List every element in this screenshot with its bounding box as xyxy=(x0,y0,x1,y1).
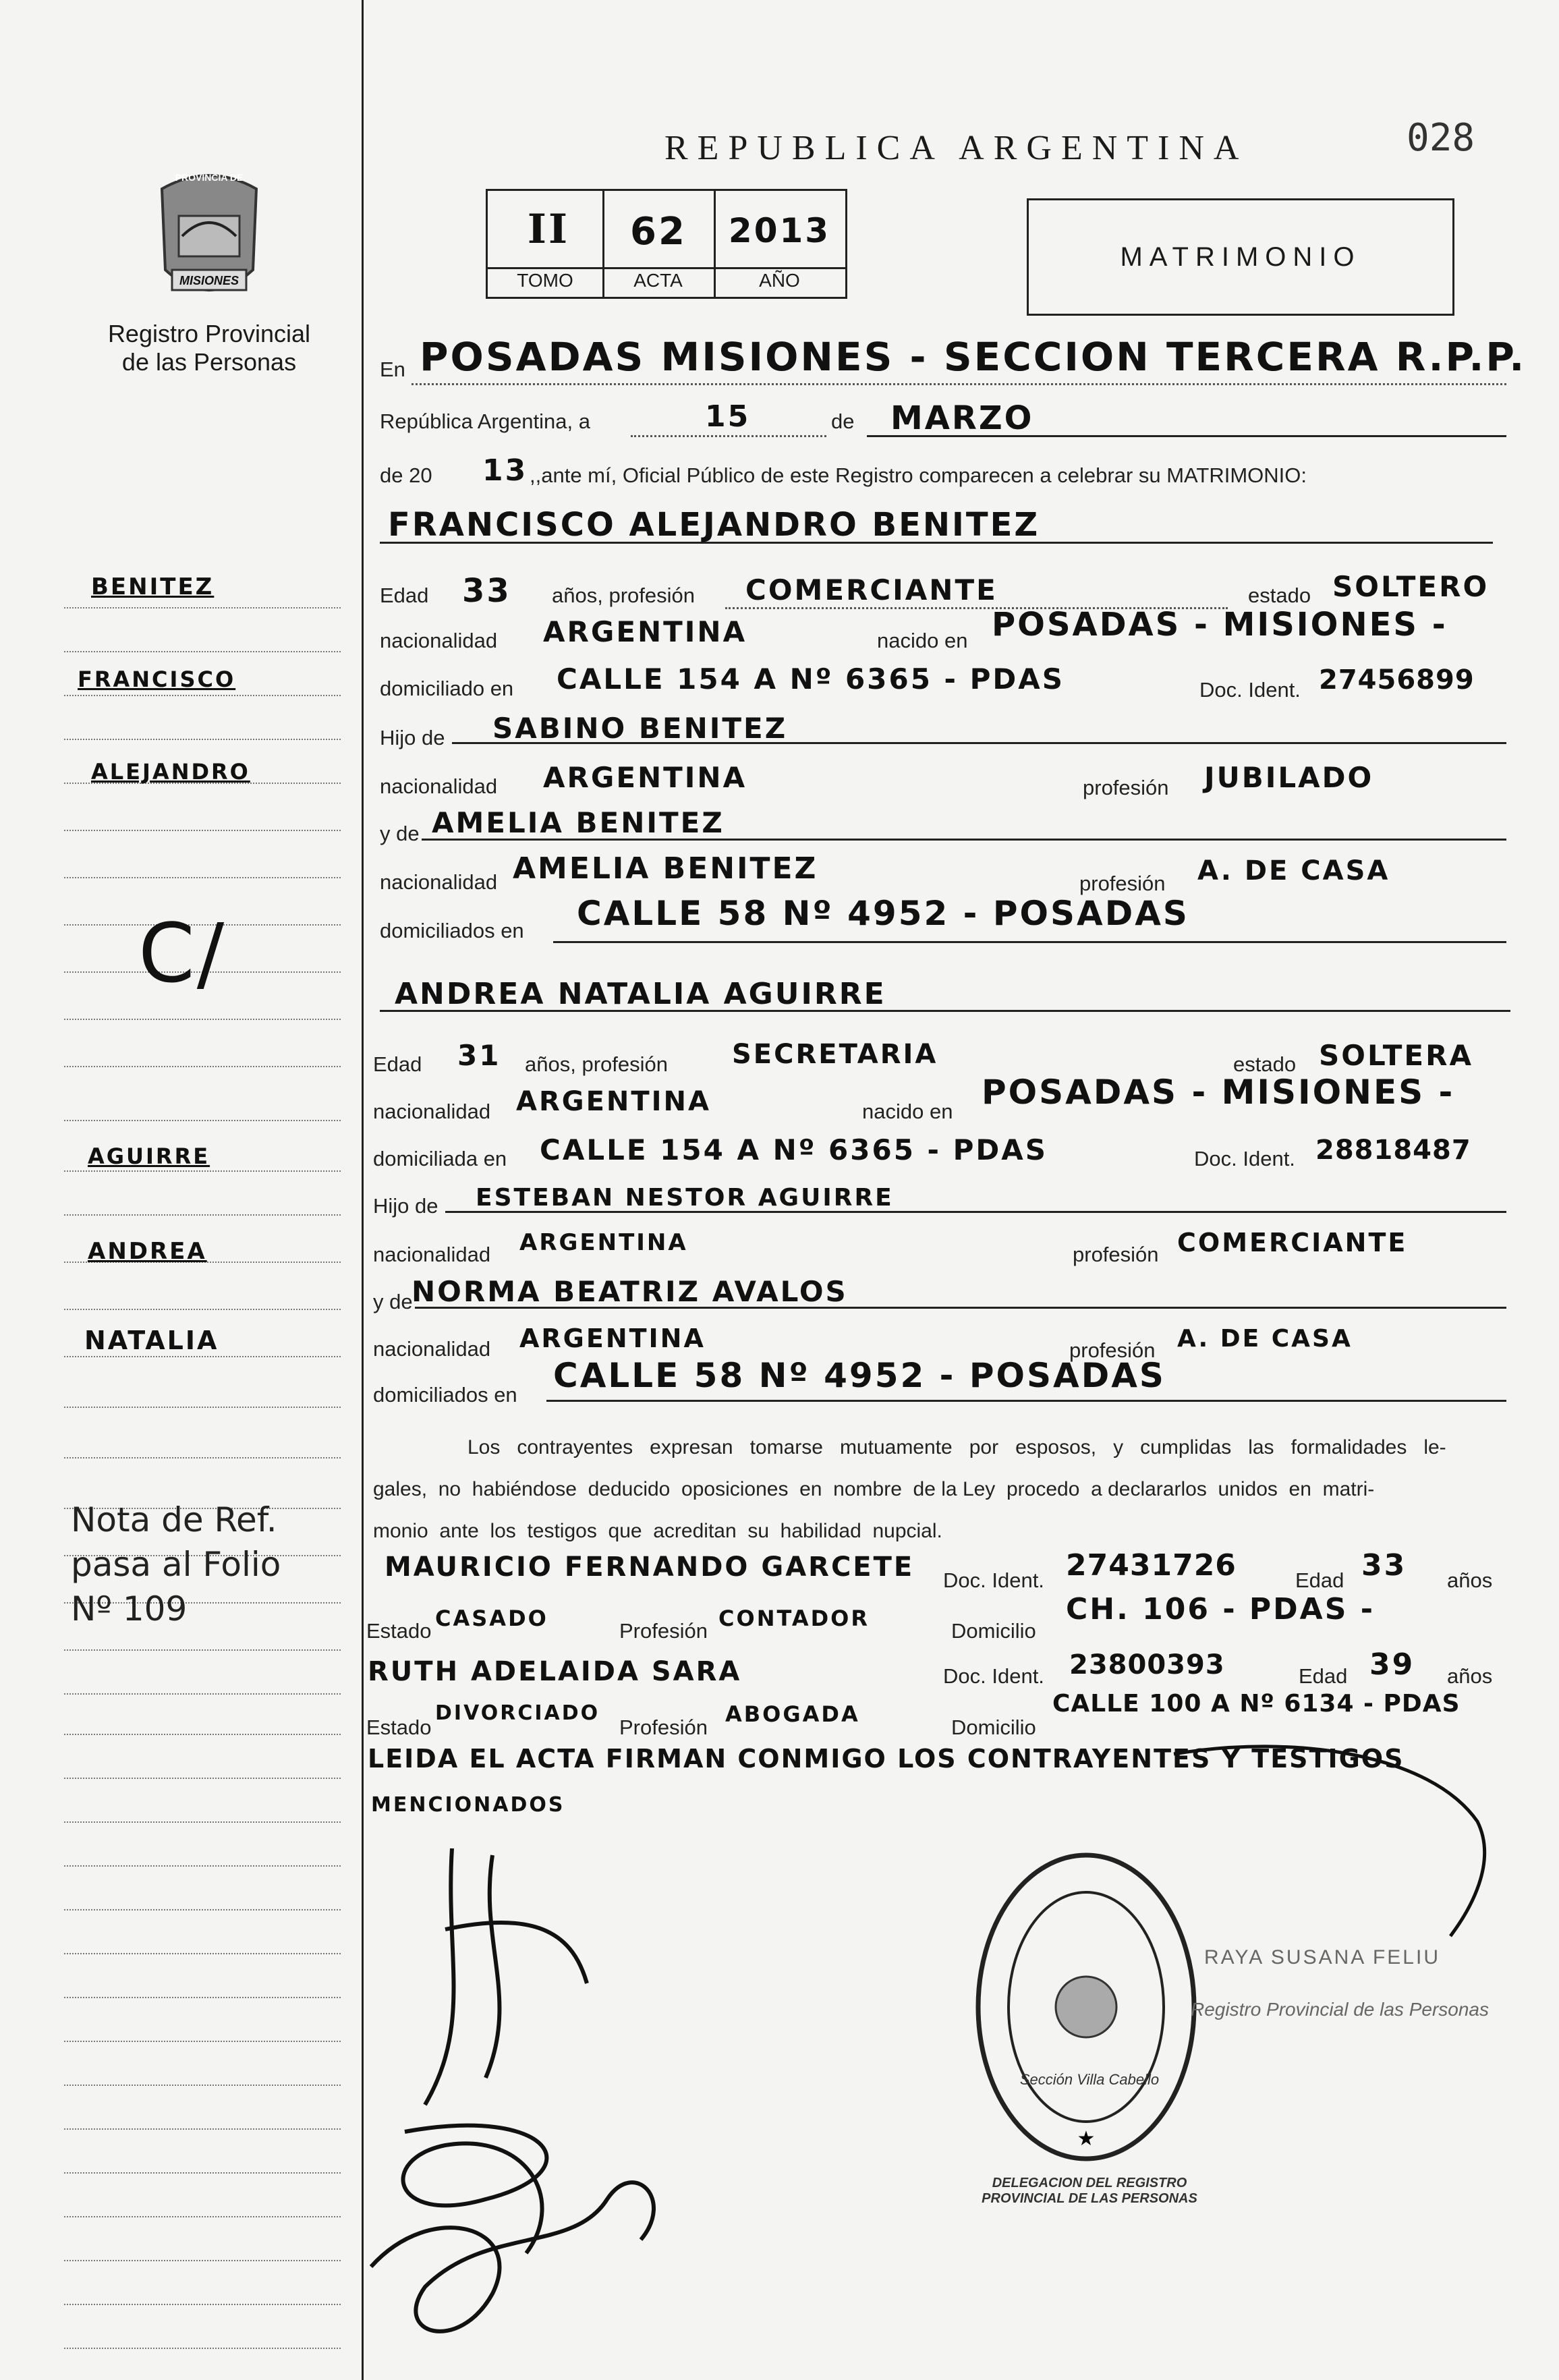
witness1-name: MAURICIO FERNANDO GARCETE xyxy=(385,1552,915,1583)
margin-middle-groom: ALEJANDRO xyxy=(91,759,250,785)
stamp-ring-text: DELEGACION DEL REGISTRO PROVINCIAL DE LAS PERSONAS xyxy=(982,2176,1197,2206)
bride-parents-address: CALLE 58 Nº 4952 - POSADAS xyxy=(553,1356,1166,1395)
bride-mother-name: NORMA BEATRIZ AVALOS xyxy=(412,1275,848,1308)
margin-surname-groom: BENITEZ xyxy=(91,573,215,600)
margin-name-bride: ANDREA xyxy=(88,1238,207,1265)
acta-label: ACTA xyxy=(633,270,683,291)
witness1-doc: 27431726 xyxy=(1066,1548,1237,1583)
year-suffix-value: 13 xyxy=(482,453,528,488)
anio-value: 2013 xyxy=(728,211,831,250)
witness1-label-doc: Doc. Ident. xyxy=(943,1568,1044,1592)
witness2-age: 39 xyxy=(1369,1647,1415,1682)
groom-label-nacionalidad-padre: nacionalidad xyxy=(380,774,498,798)
margin-surname-bride: AGUIRRE xyxy=(88,1143,210,1169)
closing-line1: LEIDA EL ACTA FIRMAN CONMIGO LOS CONTRAYENTES Y TESTIGOS xyxy=(368,1744,1405,1774)
place-value: POSADAS MISIONES - SECCION TERCERA R.P.P. xyxy=(420,334,1527,380)
bride-doc-id: 28818487 xyxy=(1315,1135,1471,1166)
witness1-label-estado: Estado xyxy=(366,1619,432,1643)
witness2-label-doc: Doc. Ident. xyxy=(943,1664,1044,1688)
folio-number: 028 xyxy=(1407,116,1475,160)
label-de: de xyxy=(831,409,855,433)
closing-line2: MENCIONADOS xyxy=(371,1793,565,1817)
margin-con: C/ xyxy=(138,907,227,1001)
bride-label-doc: Doc. Ident. xyxy=(1194,1147,1295,1170)
tomo-label: TOMO xyxy=(517,270,573,291)
bride-father-profession: COMERCIANTE xyxy=(1177,1228,1408,1257)
bride-nationality: ARGENTINA xyxy=(516,1086,711,1117)
bride-mother-nationality: ARGENTINA xyxy=(519,1324,706,1353)
witness2-label-anos: años xyxy=(1447,1664,1493,1688)
groom-label-profesion: años, profesión xyxy=(552,584,695,607)
witness1-address: CH. 106 - PDAS - xyxy=(1066,1592,1375,1626)
groom-label-nacionalidad-madre: nacionalidad xyxy=(380,870,498,894)
svg-text:★: ★ xyxy=(1077,2127,1096,2151)
witness2-status: DIVORCIADO xyxy=(435,1701,600,1725)
bride-profession: SECRETARIA xyxy=(732,1039,938,1070)
groom-mother-name: AMELIA BENITEZ xyxy=(432,806,725,839)
stamp-inner-text: Sección Villa Cabello xyxy=(1019,2071,1160,2088)
registry-name-line2: de las Personas xyxy=(121,348,297,376)
month-value: MARZO xyxy=(890,399,1034,437)
note-line1: Nota de Ref. xyxy=(71,1500,277,1539)
groom-mother-profession: A. DE CASA xyxy=(1197,855,1390,886)
groom-label-nacido: nacido en xyxy=(877,629,968,652)
signatures xyxy=(351,1821,823,2375)
bride-label-estado: estado xyxy=(1233,1052,1297,1076)
witness1-age: 33 xyxy=(1361,1548,1407,1583)
groom-age: 33 xyxy=(462,572,511,610)
bride-father-nationality: ARGENTINA xyxy=(519,1229,688,1256)
groom-label-doc: Doc. Ident. xyxy=(1199,678,1301,702)
groom-full-name: FRANCISCO ALEJANDRO BENITEZ xyxy=(388,506,1040,544)
official-title: Registro Provincial de las Personas xyxy=(1191,1999,1489,2020)
margin-reference-note xyxy=(71,1498,281,1631)
day-value: 15 xyxy=(705,399,751,434)
bride-label-hijo: Hijo de xyxy=(373,1194,438,1218)
label-en: En xyxy=(380,358,405,381)
bride-label-nacionalidad: nacionalidad xyxy=(373,1100,491,1123)
bride-label-nacido: nacido en xyxy=(862,1100,953,1123)
groom-label-domiciliados: domiciliados en xyxy=(380,919,524,942)
groom-label-nacionalidad: nacionalidad xyxy=(380,629,498,652)
witness1-status: CASADO xyxy=(435,1606,548,1631)
bride-label-profesion-padre: profesión xyxy=(1073,1243,1159,1266)
registry-name-line1: Registro Provincial xyxy=(107,320,311,347)
witness1-label-anos: años xyxy=(1447,1568,1493,1592)
bride-marital-status: SOLTERA xyxy=(1319,1039,1473,1072)
seal-top-text: PROVINCIA DE xyxy=(175,172,244,183)
bride-label-edad: Edad xyxy=(373,1052,422,1076)
witness2-name: RUTH ADELAIDA SARA xyxy=(368,1656,742,1687)
declaration-line3: monio ante los testigos que acreditan su habilidad nupcial. xyxy=(373,1520,942,1542)
acta-value: 62 xyxy=(630,210,687,254)
witness2-address: CALLE 100 A Nº 6134 - PDAS xyxy=(1052,1690,1461,1718)
witness2-profession: ABOGADA xyxy=(725,1701,860,1727)
label-comparecen: ,,ante mí, Oficial Público de este Registro comparecen a celebrar su MATRIMONIO: xyxy=(530,463,1307,487)
groom-father-nationality: ARGENTINA xyxy=(543,761,747,794)
bride-label-domiciliados: domiciliados en xyxy=(373,1383,517,1407)
bride-mother-profession: A. DE CASA xyxy=(1177,1325,1353,1353)
groom-father-name: SABINO BENITEZ xyxy=(492,712,788,745)
declaration-line2: gales, no habiéndose deducido oposiciones en nombre de la Ley procedo a declararlos unidos en matri- xyxy=(373,1478,1375,1500)
witness1-label-profesion: Profesión xyxy=(619,1619,708,1643)
groom-parents-address: CALLE 58 Nº 4952 - POSADAS xyxy=(577,894,1189,933)
witness2-label-profesion: Profesión xyxy=(619,1716,708,1739)
witness1-profession: CONTADOR xyxy=(718,1606,870,1631)
witness2-doc: 23800393 xyxy=(1069,1649,1225,1680)
witness1-label-domicilio: Domicilio xyxy=(951,1619,1036,1643)
groom-label-estado: estado xyxy=(1248,584,1311,607)
tomo-value: II xyxy=(527,206,570,253)
anio-label: AÑO xyxy=(759,270,800,291)
groom-father-profession: JUBILADO xyxy=(1204,761,1374,794)
act-type-box: MATRIMONIO xyxy=(1027,198,1454,316)
groom-birthplace: POSADAS - MISIONES - xyxy=(992,606,1448,644)
groom-label-edad: Edad xyxy=(380,584,429,607)
bride-label-nacionalidad-padre: nacionalidad xyxy=(373,1243,491,1266)
witness2-label-estado: Estado xyxy=(366,1716,432,1739)
label-republica: República Argentina, a xyxy=(380,409,590,433)
official-name: RAYA SUSANA FELIU xyxy=(1204,1946,1440,1968)
groom-label-profesion-padre: profesión xyxy=(1083,776,1169,799)
note-line2: pasa al Folio xyxy=(71,1545,281,1584)
bride-label-yde: y de xyxy=(373,1290,413,1313)
country-title: REPUBLICA ARGENTINA xyxy=(664,129,1249,167)
groom-mother-nationality: AMELIA BENITEZ xyxy=(513,851,818,886)
bride-birthplace: POSADAS - MISIONES - xyxy=(982,1073,1455,1112)
bride-label-domiciliada: domiciliada en xyxy=(373,1147,507,1170)
label-de20: de 20 xyxy=(380,463,432,487)
note-line3: Nº 109 xyxy=(71,1589,188,1628)
groom-doc-id: 27456899 xyxy=(1319,664,1475,696)
bride-label-nacionalidad-madre: nacionalidad xyxy=(373,1337,491,1361)
declaration-line1: Los contrayentes expresan tomarse mutuamente por esposos, y cumplidas las formalidades le- xyxy=(467,1436,1446,1458)
groom-nationality: ARGENTINA xyxy=(543,615,747,648)
groom-label-hijo: Hijo de xyxy=(380,726,445,749)
bride-label-profesion-madre: profesión xyxy=(1069,1338,1156,1362)
margin-name-groom: FRANCISCO xyxy=(78,667,236,692)
seal-bottom-text: MISIONES xyxy=(179,274,239,287)
registry-name xyxy=(67,320,351,376)
witness2-label-domicilio: Domicilio xyxy=(951,1716,1036,1739)
witness2-label-edad: Edad xyxy=(1299,1664,1348,1688)
groom-label-profesion-madre: profesión xyxy=(1079,872,1166,895)
witness1-label-edad: Edad xyxy=(1295,1568,1344,1592)
registry-stamp xyxy=(971,1848,1201,2165)
bride-label-profesion: años, profesión xyxy=(525,1052,668,1076)
record-box xyxy=(486,189,847,299)
groom-address: CALLE 154 A Nº 6365 - PDAS xyxy=(557,662,1065,696)
bride-full-name: ANDREA NATALIA AGUIRRE xyxy=(395,977,886,1011)
groom-profession: COMERCIANTE xyxy=(745,573,998,606)
declaration-text xyxy=(373,1427,1506,1552)
bride-age: 31 xyxy=(457,1039,501,1072)
margin-middle-bride: NATALIA xyxy=(84,1326,219,1355)
groom-label-domiciliado: domiciliado en xyxy=(380,677,514,700)
bride-father-name: ESTEBAN NESTOR AGUIRRE xyxy=(476,1184,894,1212)
groom-marital-status: SOLTERO xyxy=(1332,570,1490,603)
groom-label-yde: y de xyxy=(380,822,420,845)
bride-address: CALLE 154 A Nº 6365 - PDAS xyxy=(540,1133,1048,1166)
